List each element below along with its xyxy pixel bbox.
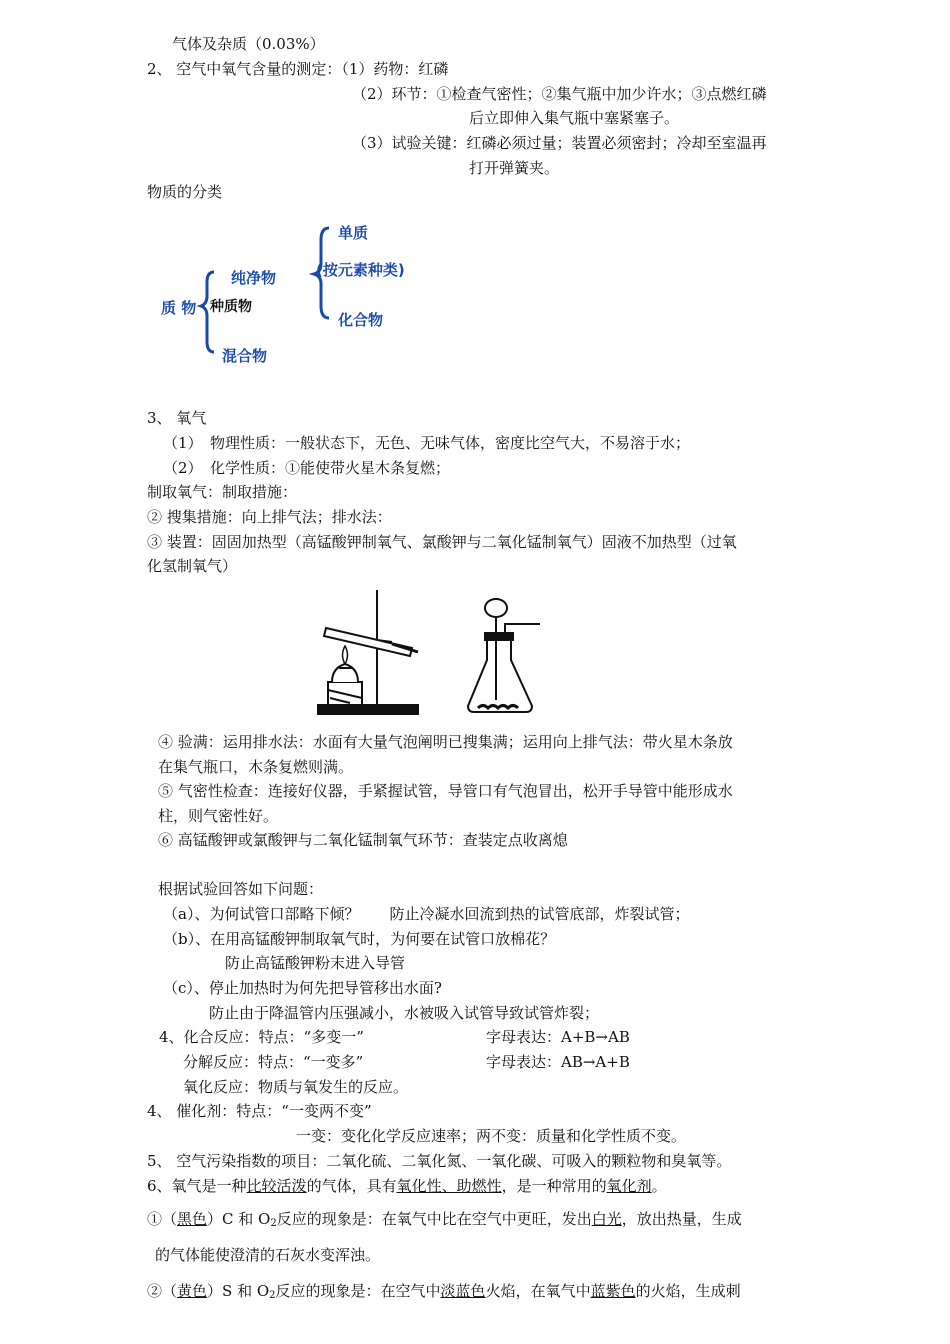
text-span: 反应的现象是：在氧气中比在空气中更旺，发出 [276, 1210, 592, 1228]
text-line: 字母表达：AB→A+B [486, 1053, 630, 1071]
text-line: 分解反应：特点：“一变多” [183, 1053, 364, 1071]
underlined-term: 黄色 [177, 1282, 208, 1300]
heating-apparatus [318, 590, 418, 714]
text-span: 的火焰，生成刺 [635, 1282, 741, 1300]
text-line: 的气体能使澄清的石灰水变浑浊。 [155, 1246, 381, 1264]
label-mixture: 混合物 [222, 347, 268, 365]
text-line: 一变：变化化学反应速率；两不变：质量和化学性质不变。 [296, 1127, 687, 1145]
text-line: ⑥ 高锰酸钾或氯酸钾与二氧化锰制氧气环节：查装定点收离熄 [158, 831, 568, 849]
section-heading: 5、 空气污染指数的项目：二氧化硫、二氧化氮、一氧化碳、可吸入的颗粒物和臭氧等。 [147, 1152, 732, 1170]
text-span: 火焰，在氧气中 [485, 1282, 591, 1300]
label-root: 质 物 [161, 299, 197, 317]
section-heading: 物质的分类 [147, 183, 223, 201]
text-line: 在集气瓶口，木条复燃则满。 [158, 758, 354, 776]
text-line: ④ 验满：运用排水法：水面有大量气泡阐明已搜集满；运用向上排气法：带火星木条放 [158, 733, 733, 751]
text-line: 打开弹簧夹。 [469, 159, 560, 177]
subscript: 2 [270, 1218, 277, 1229]
section-heading: 3、 氧气 [147, 409, 207, 427]
label-compound: 化合物 [338, 311, 384, 329]
text-line [147, 1176, 667, 1196]
text-span: ②（ [147, 1282, 178, 1300]
text-line: ③ 装置：固固加热型（高锰酸钾制氧气、氯酸钾与二氧化锰制氧气）固液不加热型（过氧 [147, 533, 737, 551]
underlined-term: 蓝紫色 [590, 1282, 636, 1300]
text-line: （c）、停止加热时为何先把导管移出水面? [163, 979, 442, 997]
text-line: ⑤ 气密性检查：连接好仪器，手紧握试管，导管口有气泡冒出，松开手导管中能形成水 [158, 782, 733, 800]
text-span: 的气体，具有 [306, 1177, 397, 1195]
text-line: 根据试验回答如下问题： [158, 880, 324, 898]
text-span: 。 [651, 1177, 667, 1195]
section-heading: 2、 空气中氧气含量的测定：（1）药物：红磷 [147, 60, 449, 78]
text-line: （b）、在用高锰酸钾制取氧气时，为何要在试管口放棉花？ [163, 930, 556, 948]
text-line: 防止高锰酸钾粉末进入导管 [225, 954, 406, 972]
underlined-term: 比较活泼 [246, 1177, 307, 1195]
underlined-term: 白光 [591, 1210, 622, 1228]
flask-apparatus [468, 599, 540, 712]
section-heading: 4、 催化剂：特点：“一变两不变” [147, 1102, 372, 1120]
text-span: ，放出热量，生成 [621, 1210, 742, 1228]
text-line: （1） 物理性质：一般状态下，无色、无味气体，密度比空气大，不易溶于水； [163, 434, 691, 452]
text-line: 柱，则气密性好。 [158, 807, 279, 825]
label-element: 单质 [338, 224, 369, 242]
text-line [147, 1209, 742, 1234]
text-line: 字母表达：A+B→AB [486, 1028, 630, 1046]
text-line: （2）环节：①检查气密性；②集气瓶中加少许水；③点燃红磷 [352, 85, 767, 103]
subscript: 2 [269, 1290, 276, 1301]
text-line: 气体及杂质（0.03%） [172, 35, 325, 53]
text-line: （a）、为何试管口部略下倾？ 防止冷凝水回流到热的试管底部，炸裂试管； [163, 905, 690, 923]
text-line: ② 搜集措施：向上排气法；排水法： [147, 508, 392, 526]
text-line: 氧化反应：物质与氧发生的反应。 [183, 1078, 409, 1096]
underlined-term: 氧化剂 [606, 1177, 652, 1195]
label-overlap: 种质物 [210, 299, 252, 315]
label-pure-substance: 纯净物 [231, 269, 277, 287]
underlined-term: 氧化性、助燃性 [396, 1177, 502, 1195]
text-line: （3）试验关键：红磷必须过量；装置必须密封；冷却至室温再 [352, 134, 767, 152]
text-line [147, 1281, 741, 1306]
underlined-term: 淡蓝色 [440, 1282, 486, 1300]
text-span: 6、氧气是一种 [147, 1177, 247, 1195]
text-span: ，是一种常用的 [501, 1177, 607, 1195]
text-line: 制取氧气：制取措施： [147, 483, 298, 501]
text-line: （2） 化学性质：①能使带火星木条复燃； [163, 459, 451, 477]
text-span: 反应的现象是：在空气中 [275, 1282, 441, 1300]
text-span: ①（ [147, 1210, 178, 1228]
underlined-term: 黑色 [177, 1210, 208, 1228]
text-span: ）C 和 O [207, 1210, 271, 1228]
text-line: 防止由于降温管内压强减小，水被吸入试管导致试管炸裂； [209, 1004, 600, 1022]
text-line: 后立即伸入集气瓶中塞紧塞子。 [469, 109, 680, 127]
text-line: 4、化合反应：特点：“多变一” [159, 1028, 364, 1046]
text-span: ）S 和 O [207, 1282, 270, 1300]
label-by-element: (按元素种类) [316, 261, 405, 279]
text-line: 化氢制氧气） [147, 557, 238, 575]
